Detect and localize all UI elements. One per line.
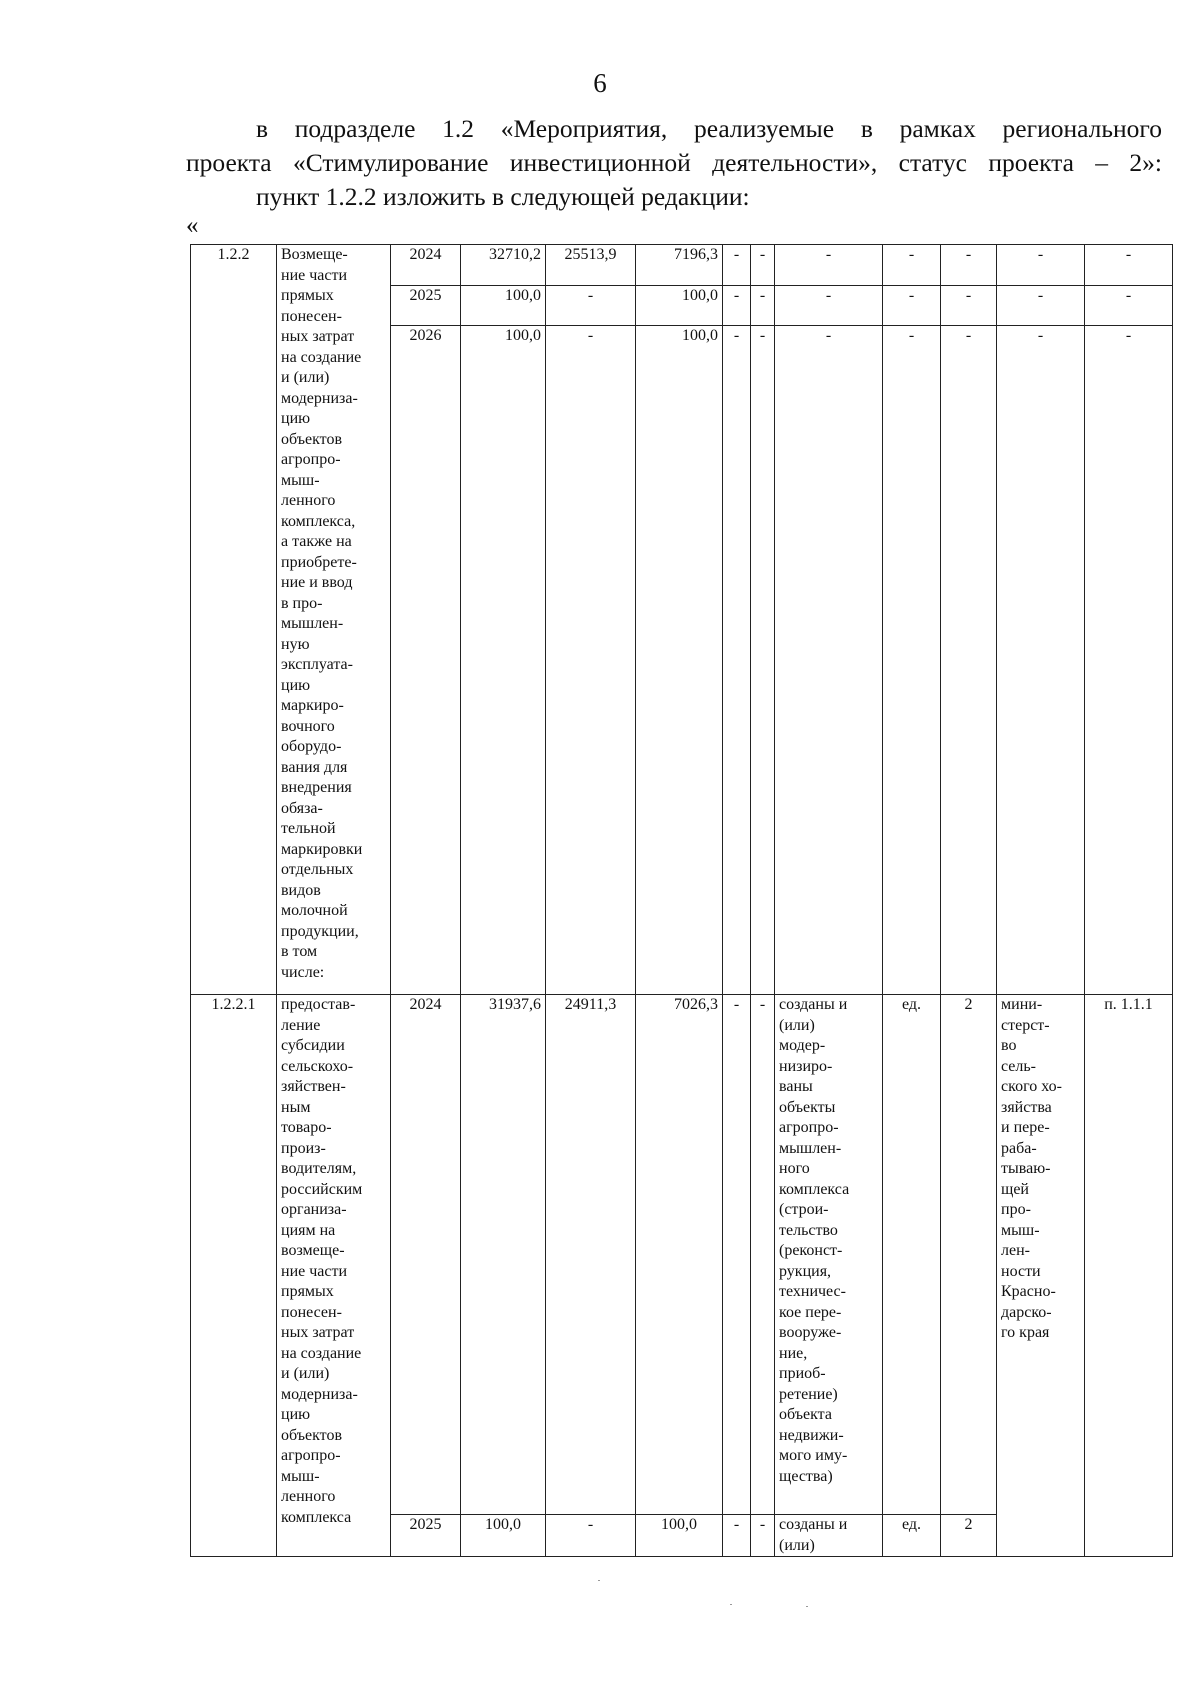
- executor-cell: -: [997, 245, 1085, 286]
- result-cell: -: [775, 245, 883, 286]
- total-cell: 100,0: [461, 1515, 546, 1557]
- dash-cell: -: [723, 1515, 751, 1557]
- regional-cell: 7026,3: [636, 995, 723, 1515]
- result-cell: -: [775, 326, 883, 995]
- dash-cell: -: [751, 286, 775, 326]
- total-cell: 100,0: [461, 286, 546, 326]
- dash-cell: -: [751, 245, 775, 286]
- federal-cell: -: [546, 286, 636, 326]
- federal-cell: -: [546, 1515, 636, 1557]
- regional-cell: 100,0: [636, 286, 723, 326]
- dash-cell: -: [751, 1515, 775, 1557]
- executor-cell: -: [997, 326, 1085, 995]
- intro-paragraph: [186, 112, 1162, 214]
- executor-cell: мини- стерст- во сель- ского хо- зяйства и пере- раба- тываю- щей про- мыш- лен- ности Красно- дарско- го края: [997, 995, 1085, 1557]
- value-cell: -: [941, 326, 997, 995]
- value-cell: 2: [941, 1515, 997, 1557]
- year-cell: 2024: [391, 245, 461, 286]
- dash-cell: -: [723, 245, 751, 286]
- executor-cell: -: [997, 286, 1085, 326]
- measure-name-1-2-2: Возмеще- ние части прямых понесен- ных затрат на создание и (или) модерниза- цию объектов агропро- мыш- ленного комплекса, а также на приобрете- ние и ввод в про- мышлен- ную эксплуата- цию маркиро- вочного оборудо- вания для внедрения обяза- тельной маркировки отдельных видов молочной продукции, в том числе:: [277, 245, 391, 995]
- year-cell: 2024: [391, 995, 461, 1515]
- scan-speck: [730, 1604, 732, 1605]
- page-number: 6: [593, 68, 607, 98]
- intro-line-3: пункт 1.2.2 изложить в следующей редакции:: [256, 182, 750, 211]
- link-cell: п. 1.1.1: [1085, 995, 1173, 1557]
- link-cell: -: [1085, 326, 1173, 995]
- unit-cell: -: [883, 245, 941, 286]
- value-cell: -: [941, 286, 997, 326]
- result-cell: -: [775, 286, 883, 326]
- unit-cell: -: [883, 286, 941, 326]
- result-cell: созданы и (или): [775, 1515, 883, 1557]
- dash-cell: -: [751, 326, 775, 995]
- total-cell: 100,0: [461, 326, 546, 995]
- link-cell: -: [1085, 286, 1173, 326]
- scan-speck: [598, 1580, 600, 1581]
- unit-cell: ед.: [883, 995, 941, 1515]
- federal-cell: 25513,9: [546, 245, 636, 286]
- scan-speck: [806, 1606, 808, 1607]
- row-number-1-2-2-1: 1.2.2.1: [191, 995, 277, 1557]
- dash-cell: -: [723, 286, 751, 326]
- opening-quote: «: [186, 212, 199, 239]
- measure-name-1-2-2-1: предостав- ление субсидии сельскохо- зяйствен- ным товаро- произ- водителям, российским организа- циям на возмеще- ние части прямых понесен- ных затрат на создание и (или) модерниза- цию объектов агропро- мыш- ленного комплекса: [277, 995, 391, 1557]
- dash-cell: -: [751, 995, 775, 1515]
- regional-cell: 100,0: [636, 1515, 723, 1557]
- link-cell: -: [1085, 245, 1173, 286]
- value-cell: 2: [941, 995, 997, 1515]
- table-row: [191, 995, 1173, 1515]
- intro-line-1: в подразделе 1.2 «Мероприятия, реализуемые в рамках регионального: [256, 114, 1162, 143]
- intro-line-2: проекта «Стимулирование инвестиционной деятельности», статус проекта – 2»:: [186, 148, 1162, 177]
- total-cell: 32710,2: [461, 245, 546, 286]
- unit-cell: ед.: [883, 1515, 941, 1557]
- unit-cell: -: [883, 326, 941, 995]
- result-cell: созданы и (или) модер- низиро- ваны объекты агропро- мышлен- ного комплекса (строи- тельство (реконст- рукция, техничес- кое пере- вооруже- ние, приоб- ретение) объекта недвижи- мого иму- щества): [775, 995, 883, 1515]
- regional-cell: 100,0: [636, 326, 723, 995]
- dash-cell: -: [723, 326, 751, 995]
- total-cell: 31937,6: [461, 995, 546, 1515]
- year-cell: 2026: [391, 326, 461, 995]
- value-cell: -: [941, 245, 997, 286]
- regional-cell: 7196,3: [636, 245, 723, 286]
- federal-cell: 24911,3: [546, 995, 636, 1515]
- row-number-1-2-2: 1.2.2: [191, 245, 277, 995]
- dash-cell: -: [723, 995, 751, 1515]
- federal-cell: -: [546, 326, 636, 995]
- year-cell: 2025: [391, 1515, 461, 1557]
- measures-table: [190, 244, 1173, 1557]
- table-row: [191, 245, 1173, 286]
- year-cell: 2025: [391, 286, 461, 326]
